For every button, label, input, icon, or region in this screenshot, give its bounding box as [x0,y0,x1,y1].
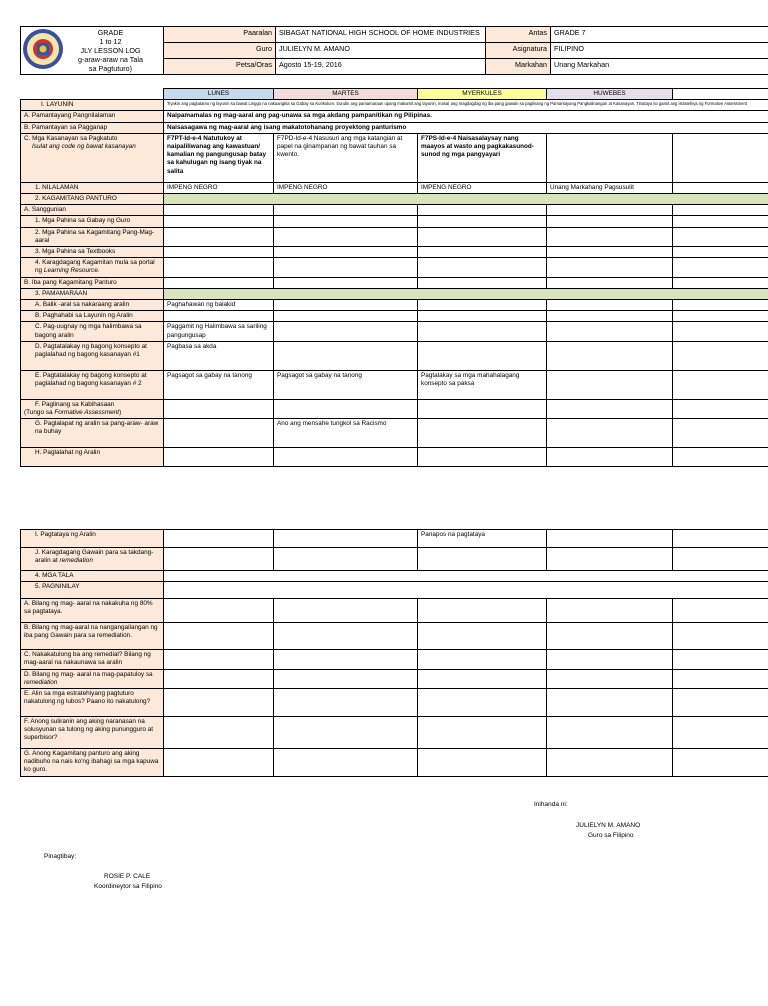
cell [164,277,274,288]
pagninilay-value [164,582,768,599]
log-title: JLY LESSON LOG [80,46,141,55]
cell [547,216,673,227]
cell [673,548,768,571]
cell [418,448,547,467]
cell [418,322,547,341]
kasanayan-2-label: E. Pagtatalakay ng bagong konsepto at paglalahad ng bagong kasanayan # 2 [21,370,164,399]
kasanayan-1-label: D. Pagtatalakay ng bagong konsepto at paglalahad ng bagong kasanayan #1 [21,341,164,370]
guro-value: JULIELYN M. AMANO [276,43,486,59]
cell [164,227,274,246]
nilalaman-biyernes [673,182,768,193]
day-lunes: LUNES [164,89,274,100]
cell [274,548,418,571]
pag-uugnay-lunes: Paggamit ng Halimbawa sa sariling pangungusap [164,322,274,341]
cell [547,205,673,216]
nilalaman-huwebes: Unang Markahang Pagsusulit [547,182,673,193]
learning-resource-cell [21,258,164,277]
learning-resource-italic: Learning Resource. [43,267,100,275]
cell [673,717,768,749]
cell [673,448,768,467]
grade-title: GRADE [97,28,124,37]
kasanayan-myerkules: F7PS-Id-e-4 Naisasalaysay nang maayos at wasto ang pagkakasunod-sunod ng mga pangyayari [418,133,547,182]
pagtataya-myerkules: Panapos na pagtataya [418,530,547,548]
cell [418,669,547,688]
pamantayan-pagganap-label: B. Pamantayan sa Pagganap [21,122,164,133]
cell [274,717,418,749]
reflection-d-italic: remediation [24,678,58,686]
cell [274,258,418,277]
day-martes: MARTES [274,89,418,100]
cell [673,623,768,650]
cell [418,749,547,777]
cell [673,689,768,717]
cell [547,399,673,418]
cell [547,247,673,258]
cell [547,227,673,246]
cell [673,399,768,418]
cell [673,650,768,669]
coordinator-name: ROSIE P. CALE [104,873,151,880]
reflection-d-label: D. Bilang ng mag- aaral na mag-papatuloy sa [24,670,153,678]
nilalaman-lunes: IMPENG NEGRO [164,182,274,193]
cell [418,258,547,277]
cell [164,650,274,669]
cell [547,530,673,548]
log-subtitle-1: g-araw-araw na Tala [78,55,143,64]
cell [418,300,547,311]
paaralan-label: Paaralan [164,27,276,43]
cell [673,341,768,370]
inihanda-label: Inihanda ni: [534,801,568,808]
kagamitan-band [164,194,768,205]
cell [274,599,418,623]
reflection-g-label: G. Anong Kagamitang panturo ang aking nadibuho na nais ko'ng ibahagi sa mga kapuwa ko guro. [21,749,164,777]
markahan-value: Unang Markahan [551,59,768,75]
kasanayan-huwebes [547,133,673,182]
cell [418,399,547,418]
cell [164,419,274,448]
mga-tala-label: 4. MGA TALA [21,571,164,582]
cell [673,311,768,322]
cell [164,689,274,717]
kagamitan-label: 2. KAGAMITANG PANTURO [21,194,164,205]
nilalaman-myerkules: IMPENG NEGRO [418,182,547,193]
cell [164,623,274,650]
cell [673,277,768,288]
cell [274,311,418,322]
cell [164,669,274,688]
cell [418,341,547,370]
layunin-note: Tiyakin ang pagtatamo ng layunin sa bawat Linggo na nakaangkla sa Gabay sa Kurikulum. Sundin ang pamamaraan upang makamit ang layunin, masaì ang magdagdag ng iba pang gawain sa paglinang ng Pamantayang Pangkalinangan at Kasanayan. Tinataya ito gamit ang istratehiya ng Formative Assessment [164,100,768,111]
pag-uugnay-label: C. Pag-uugnay ng mga halimbawa sa bagong aralin [21,322,164,341]
cell [418,623,547,650]
kasanayan-sub: Isulat ang code ng bawat kasanayan [32,143,136,151]
log-subtitle-2: sa Pagtuturo) [88,64,133,73]
cell [274,277,418,288]
cell [418,419,547,448]
asignatura-value: FILIPINO [551,43,768,59]
cell [547,277,673,288]
reflection-a-label: A. Bilang ng mag- aaral na nakakuha ng 80% sa pagtataya. [21,599,164,623]
cell [164,717,274,749]
learning-resource-label: 4. Karagdagang Kagamitan mula sa portal ng [35,259,155,275]
cell [673,205,768,216]
cell [547,623,673,650]
day-huwebes: HUWEBES [547,89,673,100]
nilalaman-label: 1. NILALAMAN [21,182,164,193]
cell [164,311,274,322]
kasanayan-cell [21,133,164,182]
cell [164,399,274,418]
cell [673,258,768,277]
antas-value: GRADE 7 [551,27,768,43]
pamantayang-pangnilalaman-value: Naipamamalas ng mag-aaral ang pag-unawa sa mga akdang pampanitikan ng Pilipinas. [164,111,768,122]
iba-kagamitan-label: B. Iba pang Kagamitang Panturo [21,277,164,288]
pagninilay-label: 5. PAGNINILAY [21,582,164,599]
takdang-aralin-cell [21,548,164,571]
antas-label: Antas [486,27,551,43]
cell [547,650,673,669]
cell [418,689,547,717]
pagtataya-label: I. Pagtataya ng Aralin [21,530,164,548]
cell [164,548,274,571]
gabay-guro-label: 1. Mga Pahina sa Gabay ng Guro [21,216,164,227]
cell [164,205,274,216]
lesson-table-1 [20,88,768,467]
takdang-aralin-label: J. Karagdagang Gawain para sa takdang- aralin at [35,549,154,565]
cell [547,689,673,717]
pamamaraan-label: 3. PAMAMARAAN [21,288,164,299]
kasanayan-martes: F7PD-Id-e-4 Nasusuri ang mga katangian at papel na ginampanan ng bawat tauhan sa kwento. [274,133,418,182]
pamamaraan-band [164,288,768,299]
layunin-label: I. LAYUNIN [21,100,164,111]
reflection-e-label: E. Alin sa mga estratehiyang pagtuturo nakatulong ng lubos? Paano ito nakatulong? [21,689,164,717]
balik-aral-lunes: Paghahawan ng balakid [164,300,274,311]
kasanayan-lunes: F7PT-Id-e-4 Natutukoy at naipaliliwanag ang kawastuan/ kamalian ng pangungusap batay sa kahulugan ng isang tiyak na salita [164,133,274,182]
cell [418,717,547,749]
day-biyernes [673,89,768,100]
kabihasaan-sub-b: Formative Assessment [54,409,120,417]
kasanayan-biyernes [673,133,768,182]
cell [673,599,768,623]
cell [673,227,768,246]
cell [274,300,418,311]
day-myerkules: MYERKULES [418,89,547,100]
cell [547,448,673,467]
kabihasaan-sub-c: ) [119,409,122,417]
header-table [20,26,768,75]
cell [164,749,274,777]
coordinator-role: Koordineytor sa Filipino [94,883,162,890]
pinagtibay-label: Pinagtibay: [44,853,77,860]
cell [274,247,418,258]
balik-aral-label: A. Balik -aral sa nakaraang aralin [21,300,164,311]
paglalapat-label: G. Paglalapat ng aralin sa pang-araw- araw na buhay [21,419,164,448]
sanggunian-label: A. Sanggunian [21,205,164,216]
log-title-cell [21,27,164,75]
cell [274,623,418,650]
kabihasaan-sub-a: (Tungo sa [24,409,55,417]
cell [164,247,274,258]
takdang-aralin-italic: remediation [59,557,93,565]
pamantayan-pagganap-value: Naisasagawa ng mag-aaral ang isang makatotohanang proyektong panturismo [164,122,768,133]
cell [274,399,418,418]
cell [547,370,673,399]
cell [673,370,768,399]
markahan-label: Markahan [486,59,551,75]
cell [274,341,418,370]
kasanayan-2-myerkules: Pagtalakay sa mga mahahalagang konsepto sa paksa [418,370,547,399]
cell [673,419,768,448]
paglalahat-label: H. Paglalahat ng Aralin [21,448,164,467]
cell [418,227,547,246]
cell [547,300,673,311]
kabihasaan-cell [21,399,164,418]
cell [274,216,418,227]
teacher-role: Guro sa Filipino [588,832,634,839]
cell [673,530,768,548]
textbooks-label: 3. Mga Pahina sa Textbooks [21,247,164,258]
cell [274,205,418,216]
asignatura-label: Asignatura [486,43,551,59]
nilalaman-martes: IMPENG NEGRO [274,182,418,193]
grade-range: 1 to 12 [99,37,122,46]
cell [547,717,673,749]
cell [673,749,768,777]
cell [274,448,418,467]
cell [547,419,673,448]
cell [274,689,418,717]
reflection-b-label: B. Bilang ng mag-aaral na nangangailangan ng iba pang Gawain para sa remediation. [21,623,164,650]
cell [418,247,547,258]
pamantayang-pangnilalaman-label: A. Pamantayang Pangnilalaman [21,111,164,122]
paaralan-value: SIBAGAT NATIONAL HIGH SCHOOL OF HOME INDUSTRIES [276,27,486,43]
cell [547,258,673,277]
guro-label: Guro [164,43,276,59]
cell [673,247,768,258]
cell [164,448,274,467]
cell [547,749,673,777]
cell [547,548,673,571]
cell [418,650,547,669]
kasanayan-2-martes: Pagsagot sa gabay na tanong [274,370,418,399]
cell [274,650,418,669]
petsa-value: Agosto 15-19, 2016 [276,59,486,75]
cell [547,341,673,370]
kasanayan-label: C. Mga Kasanayan sa Pagkatuto [24,134,118,142]
cell [274,749,418,777]
cell [418,205,547,216]
cell [547,311,673,322]
cell [673,300,768,311]
cell [274,227,418,246]
cell [673,216,768,227]
cell [274,322,418,341]
lesson-table-2 [20,529,768,777]
cell [164,216,274,227]
cell [673,322,768,341]
cell [418,599,547,623]
reflection-f-label: F. Anong suliranin ang aking naranasan na solusyunan sa tulong ng aking punungguro at superbisor? [21,717,164,749]
kasanayan-2-lunes: Pagsagot sa gabay na tanong [164,370,274,399]
cell [418,277,547,288]
reflection-d-cell [21,669,164,688]
paglalapat-martes: Ano ang mensahe tungkol sa Racismo [274,419,418,448]
cell [274,669,418,688]
cell [164,530,274,548]
kagamitang-mag-aaral-label: 2. Mga Pahina sa Kagamitang Pang-Mag-aaral [21,227,164,246]
cell [547,669,673,688]
petsa-label: Petsa/Oras [164,59,276,75]
cell [547,599,673,623]
cell [418,216,547,227]
reflection-c-label: C. Nakakatulong ba ang remedial? Bilang ng mag-aaral na nakaunawa sa aralin [21,650,164,669]
cell [673,669,768,688]
corner-cell [21,89,164,100]
cell [274,530,418,548]
cell [418,548,547,571]
kabihasaan-label: F. Paglinang sa Kabihasaan [35,400,115,408]
paghahabi-label: B. Paghahabi sa Layunin ng Aralin [21,311,164,322]
cell [164,258,274,277]
cell [547,322,673,341]
mga-tala-value [164,571,768,582]
cell [164,599,274,623]
cell [418,311,547,322]
teacher-name: JULIELYN M. AMANO [576,822,641,829]
kasanayan-1-lunes: Pagbasa sa akda [164,341,274,370]
